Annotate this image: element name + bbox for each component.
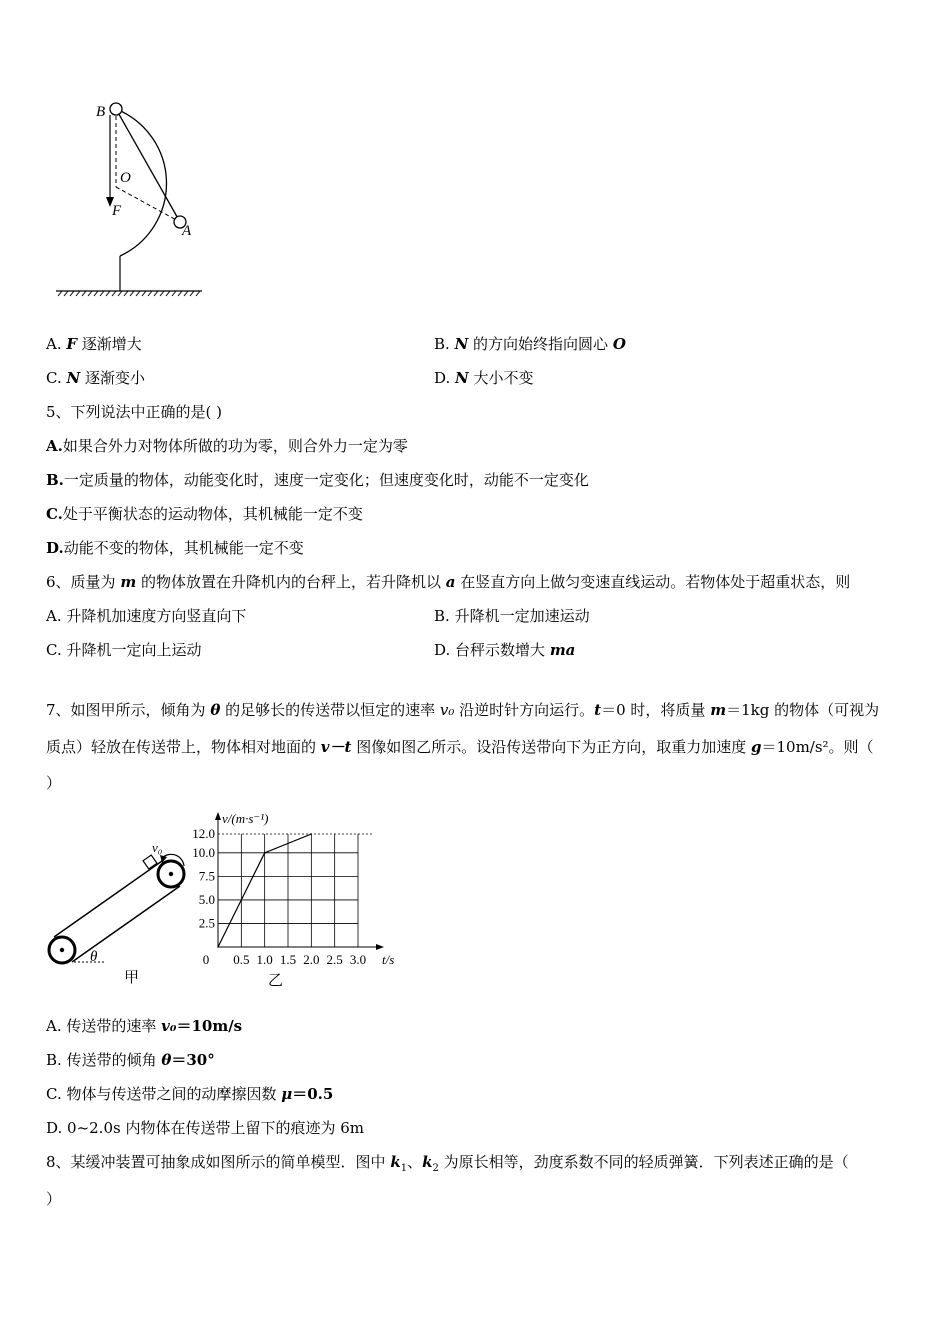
- series-point: [311, 833, 313, 835]
- q6-stem: [46, 572, 850, 592]
- stem-part: ＝1kg 的物体（可视为: [726, 701, 880, 719]
- option-text: 处于平衡状态的运动物体，其机械能一定不变: [62, 505, 363, 523]
- q6-option-a[interactable]: [46, 606, 246, 626]
- option-text: 逐渐增大: [77, 335, 142, 353]
- y-tick-label: 7.5: [198, 868, 215, 884]
- q5-option-c[interactable]: [46, 504, 363, 524]
- option-var: μ: [281, 1085, 293, 1103]
- series-point: [217, 946, 219, 948]
- figure-conveyor: [44, 838, 194, 988]
- option-text: 传送带的速率: [66, 1017, 162, 1035]
- q7-stem-line2: [46, 737, 874, 757]
- option-letter: A.: [46, 607, 67, 625]
- option-rest: ＝0.5: [292, 1085, 334, 1103]
- stem-part: 质点）轻放在传送带上，物体相对地面的: [46, 738, 321, 756]
- q7-stem-line1: [46, 700, 879, 720]
- option-text: 如果合外力对物体所做的功为零，则合外力一定为零: [62, 437, 408, 455]
- y-tick-label: 12.0: [192, 826, 215, 841]
- lower-pulley-center: [60, 948, 64, 952]
- theta-label: θ: [90, 949, 98, 965]
- y-tick-label: 2.5: [198, 915, 215, 931]
- option-letter: D.: [46, 1119, 68, 1137]
- option-text: 升降机加速度方向竖直向下: [66, 607, 247, 625]
- option-var: F: [66, 335, 78, 353]
- q4-option-c[interactable]: [46, 368, 145, 388]
- q7-option-b[interactable]: [46, 1050, 215, 1070]
- jia-label: 甲: [124, 970, 140, 986]
- var-k2: k: [422, 1153, 433, 1171]
- q7-stem-line3: ）: [46, 774, 62, 792]
- q5-option-a[interactable]: [46, 436, 408, 456]
- option-var: N: [455, 369, 469, 387]
- option-text: 升降机一定加速运动: [454, 607, 590, 625]
- option-letter: D.: [434, 369, 456, 387]
- belt-top: [54, 861, 162, 937]
- v0-label: v₀: [152, 840, 163, 855]
- y-axis-label: v/(m·s⁻¹): [222, 811, 269, 826]
- option-text: 传送带的倾角: [66, 1051, 162, 1069]
- sub-k2: 2: [432, 1163, 439, 1174]
- q7-option-a[interactable]: [46, 1016, 242, 1036]
- label-b: B: [96, 104, 106, 120]
- x-axis-arrowhead: [376, 944, 384, 950]
- q4-option-d[interactable]: [434, 368, 534, 388]
- option-var: ma: [549, 641, 576, 659]
- q6-option-c[interactable]: [46, 640, 202, 660]
- q6-option-d[interactable]: [434, 640, 575, 660]
- q7-option-c[interactable]: [46, 1084, 333, 1104]
- stem-part: ＝10m/s²。则（: [761, 738, 874, 756]
- var-g: g: [750, 738, 762, 756]
- option-var: N: [66, 369, 81, 387]
- option-text: 一定质量的物体，动能变化时，速度一定变化；但速度变化时，动能不一定变化: [63, 471, 589, 489]
- option-letter: B.: [434, 607, 455, 625]
- q5-option-d[interactable]: [46, 538, 304, 558]
- option-letter: D.: [46, 539, 64, 557]
- stem-part: 的物体放置在升降机内的台秤上，若升降机以: [136, 573, 446, 591]
- var-vt: v－t: [320, 738, 352, 756]
- stem-part: 在竖直方向上做匀变速直线运动。若物体处于超重状态，则: [455, 573, 851, 591]
- option-text: 的方向始终指向圆心: [468, 335, 613, 353]
- option-var: θ: [161, 1051, 172, 1069]
- option-text: 大小不变: [468, 369, 534, 387]
- option-letter: A.: [46, 1017, 67, 1035]
- option-rest: ＝30°: [171, 1051, 215, 1069]
- y-axis-arrowhead: [215, 812, 221, 820]
- option-var: N: [454, 335, 469, 353]
- stem-part: 8、某缓冲装置可抽象成如图所示的简单模型．图中: [46, 1153, 391, 1171]
- series-point: [264, 852, 266, 854]
- stem-part: 的足够长的传送带以恒定的速率: [220, 701, 440, 719]
- label-o: O: [120, 170, 131, 186]
- label-a: A: [182, 223, 192, 239]
- q4-option-a[interactable]: [46, 334, 142, 354]
- option-text: 逐渐变小: [80, 369, 145, 387]
- x-axis-label: t/s: [382, 952, 395, 967]
- option-letter: A.: [46, 335, 67, 353]
- stem-part: 6、质量为: [46, 573, 121, 591]
- q6-option-b[interactable]: [434, 606, 590, 626]
- var-a: a: [445, 573, 456, 591]
- q5-option-b[interactable]: [46, 470, 589, 490]
- option-text: 动能不变的物体，其机械能一定不变: [63, 539, 304, 557]
- label-f: F: [112, 203, 122, 219]
- stem-part: 为原长相等，劲度系数不同的轻质弹簧．下列表述正确的是（: [438, 1153, 849, 1171]
- var-k1: k: [390, 1153, 401, 1171]
- belt-bottom: [72, 886, 180, 962]
- q4-option-b[interactable]: [434, 334, 626, 354]
- option-letter: B.: [46, 471, 64, 489]
- option-letter: A.: [46, 437, 63, 455]
- yi-label: 乙: [268, 973, 284, 989]
- option-var: v₀: [161, 1017, 177, 1035]
- option-var2: O: [612, 335, 626, 353]
- separator: 、: [407, 1153, 423, 1171]
- option-letter: D.: [434, 641, 456, 659]
- x-tick-label: 3.0: [349, 952, 367, 967]
- var-m: m: [120, 573, 137, 591]
- option-letter: C.: [46, 505, 63, 523]
- stem-part: 7、如图甲所示，倾角为: [46, 701, 211, 719]
- q8-stem-line1: [46, 1152, 849, 1179]
- x-tick-label: 1.5: [279, 952, 297, 967]
- origin-label: 0: [202, 952, 210, 967]
- x-tick-label: 2.0: [303, 952, 320, 967]
- option-letter: C.: [46, 641, 67, 659]
- var-t: t: [594, 701, 602, 719]
- y-tick-label: 5.0: [198, 891, 215, 907]
- option-letter: C.: [46, 369, 67, 387]
- option-rest: ＝10m/s: [176, 1017, 243, 1035]
- x-tick-label: 1.0: [256, 952, 273, 967]
- var-m: m: [710, 701, 727, 719]
- q7-option-d[interactable]: [46, 1118, 364, 1138]
- stem-part: 沿逆时针方向运行。: [454, 701, 595, 719]
- y-tick-label: 10.0: [192, 844, 215, 860]
- option-text: 台秤示数增大: [455, 641, 550, 659]
- var-v0: v₀: [439, 701, 455, 719]
- ground-hatch: [58, 291, 200, 296]
- option-text: 0~2.0s 内物体在传送带上留下的痕迹为 6m: [67, 1119, 365, 1137]
- option-letter: B.: [46, 1051, 67, 1069]
- stem-part: ＝0 时，将质量: [601, 701, 711, 719]
- upper-pulley-center: [169, 872, 173, 876]
- option-text: 物体与传送带之间的动摩擦因数: [66, 1085, 282, 1103]
- option-text: 升降机一定向上运动: [66, 641, 202, 659]
- option-letter: C.: [46, 1085, 67, 1103]
- sub-k1: 1: [400, 1163, 408, 1174]
- var-theta: θ: [210, 701, 221, 719]
- figure-semicircle: [46, 95, 216, 305]
- x-tick-label: 0.5: [233, 952, 250, 967]
- vt-chart: [190, 808, 415, 990]
- ball-b: [110, 103, 122, 115]
- x-tick-label: 2.5: [326, 952, 343, 967]
- q5-stem: 5、下列说法中正确的是( ): [46, 403, 223, 421]
- option-letter: B.: [434, 335, 455, 353]
- stem-part: 图像如图乙所示。设沿传送带向下为正方向，取重力加速度: [351, 738, 751, 756]
- q8-stem-line2: ）: [46, 1190, 62, 1208]
